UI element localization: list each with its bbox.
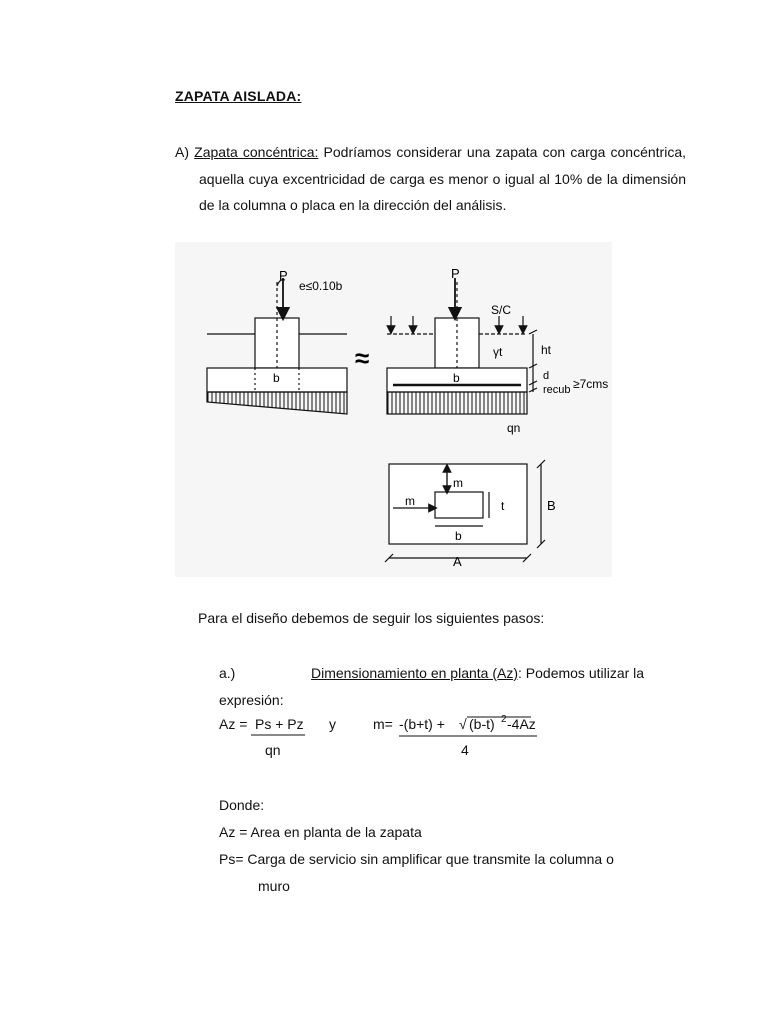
- az-definition: Az = Area en planta de la zapata: [219, 824, 422, 840]
- left-load-label: P: [279, 268, 288, 283]
- d-label: d: [543, 370, 550, 382]
- m-lhs: m=: [373, 716, 393, 732]
- right-load-label: P: [451, 266, 460, 281]
- left-width-label: b: [273, 371, 280, 385]
- donde-label: Donde:: [219, 797, 265, 813]
- plan-m-top-label: m: [453, 476, 463, 490]
- az-denominator: qn: [265, 742, 281, 758]
- formula-block: [219, 715, 549, 765]
- step-a-text: : Podemos utilizar la expresión:: [219, 665, 645, 708]
- left-elevation: [207, 278, 347, 414]
- steps-intro: Para el diseño debemos de seguir los siguientes pasos:: [198, 610, 545, 626]
- m-radicand: (b-t): [469, 716, 495, 732]
- right-width-label: b: [453, 371, 460, 385]
- m-denominator: 4: [461, 742, 469, 758]
- section-a-heading: Zapata concéntrica:: [194, 144, 319, 160]
- footing-diagram: [175, 242, 612, 577]
- page-title: ZAPATA AISLADA:: [175, 88, 302, 104]
- ht-label: ht: [541, 343, 552, 357]
- section-a-text: Podríamos considerar una zapata con carga concéntrica, aquella cuya excentricidad de carga es menor o igual al 10% de la dimensión de la columna o placa en la dirección del análisis.: [199, 144, 686, 213]
- plan-t-label: t: [501, 499, 505, 513]
- and-connector: y: [329, 716, 336, 732]
- eccentricity-label: e≤0.10b: [299, 279, 343, 293]
- cover-label: ≥7cms: [573, 377, 609, 391]
- definitions: [219, 792, 662, 900]
- plan-view: [385, 460, 545, 562]
- plan-b-label: b: [455, 529, 462, 543]
- az-numerator: Ps + Pz: [255, 716, 304, 732]
- section-a-paragraph: [175, 139, 686, 219]
- section-a-label: A): [175, 144, 189, 160]
- surcharge-label: S/C: [491, 303, 512, 317]
- approx-symbol: ≈: [355, 343, 370, 373]
- plan-A-label: A: [453, 554, 462, 569]
- ps-definition-cont: muro: [258, 878, 290, 894]
- pressure-label: qn: [507, 421, 521, 435]
- m-radicand-b: -4Az: [507, 716, 536, 732]
- m-numerator-a: -(b+t) +: [399, 716, 445, 732]
- recub-label: recub: [543, 384, 571, 396]
- step-a-heading: Dimensionamiento en planta (Az): [311, 665, 518, 681]
- right-elevation: [387, 278, 537, 414]
- sqrt-symbol: √: [459, 716, 467, 732]
- az-lhs: Az =: [219, 716, 248, 732]
- m-exponent: 2: [501, 715, 507, 725]
- ps-definition: Ps= Carga de servicio sin amplificar que transmite la columna o: [219, 851, 614, 867]
- unit-weight-label: γt: [493, 345, 503, 359]
- step-a-paragraph: [219, 660, 662, 714]
- step-a-label: a.): [219, 665, 236, 681]
- plan-m-left-label: m: [405, 494, 415, 508]
- plan-B-label: B: [547, 498, 556, 513]
